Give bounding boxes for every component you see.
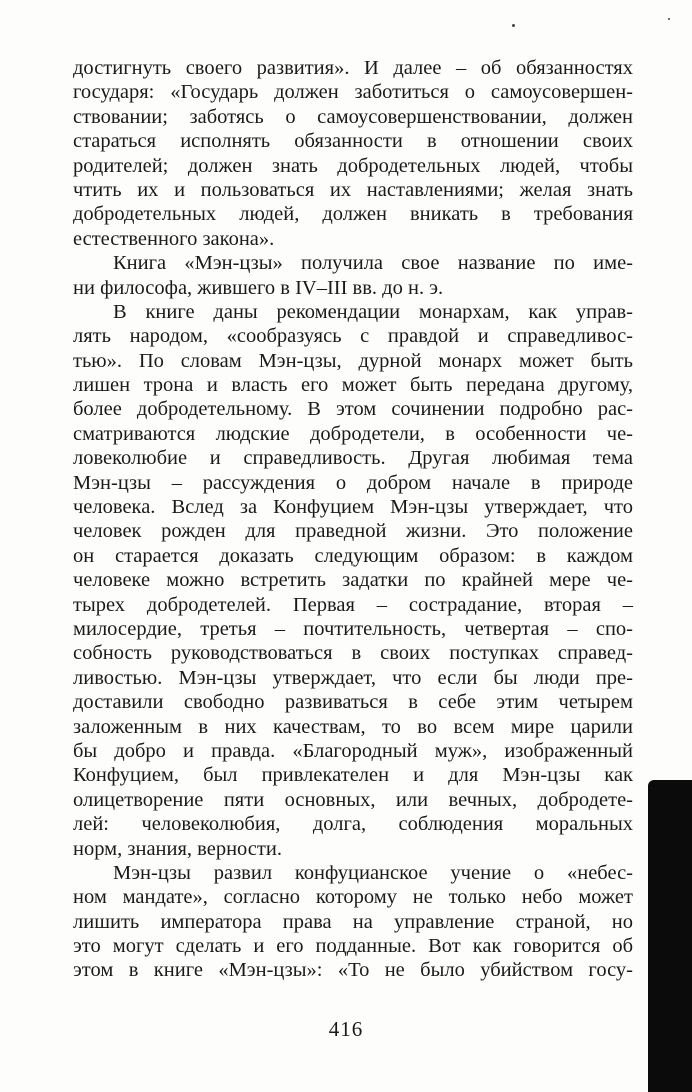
paragraph-4 xyxy=(73,861,633,983)
text-line: ни философа, жившего в IV–III вв. до н. э. xyxy=(73,276,444,299)
text-line: лей: человеколюбия, долга, соблюдения моральных xyxy=(73,813,633,836)
text-line: собность руководствоваться в своих поступках справед- xyxy=(73,642,633,665)
text-line: естественного закона». xyxy=(73,227,275,250)
text-line: государя: «Государь должен заботиться о самоусовершен- xyxy=(73,81,633,104)
text-line: бы добро и правда. «Благородный муж», изображенный xyxy=(73,739,633,762)
page-body xyxy=(73,56,633,983)
text-line: родителей; должен знать добродетельных людей, чтобы xyxy=(73,154,633,177)
text-line: это могут сделать и его подданные. Вот как говорится об xyxy=(73,935,633,958)
text-line: человека. Вслед за Конфуцием Мэн-цзы утверждает, что xyxy=(73,496,633,519)
text-line: лять народом, «сообразуясь с правдой и справедливос- xyxy=(73,325,633,348)
text-line: лишен трона и власть его может быть передана другому, xyxy=(73,374,633,397)
text-line: ствовании; заботясь о самоусовершенствовании, должен xyxy=(73,105,633,128)
text-line: этом в книге «Мэн-цзы»: «То не было убийством госу- xyxy=(73,959,633,982)
text-line: сматриваются людские добродетели, в особенности че- xyxy=(73,422,633,445)
paragraph-1 xyxy=(73,56,633,251)
scan-speck xyxy=(512,24,515,27)
paragraph-2 xyxy=(73,251,633,300)
text-line: ловеколюбие и справедливость. Другая любимая тема xyxy=(73,447,633,470)
scan-edge-shadow xyxy=(648,780,692,1092)
text-line: стараться исполнять обязанности в отношении своих xyxy=(73,130,633,153)
text-line: Конфуцием, был привлекателен и для Мэн-цзы как xyxy=(73,764,633,787)
text-line: Мэн-цзы – рассуждения о добром начале в природе xyxy=(73,471,633,494)
text-line: Мэн-цзы развил конфуцианское учение о «небес- xyxy=(113,861,633,884)
text-line: олицетворение пяти основных, или вечных, добродете- xyxy=(73,788,633,811)
text-line: он старается доказать следующим образом: в каждом xyxy=(73,544,633,567)
text-line: ливостью. Мэн-цзы утверждает, что если бы люди пре- xyxy=(73,666,633,689)
text-line: тырех добродетелей. Первая – сострадание, вторая – xyxy=(73,593,633,616)
text-line: заложенным в них качествам, то во всем мире царили xyxy=(73,715,633,738)
text-line: Книга «Мэн-цзы» получила свое название по име- xyxy=(113,252,633,275)
text-line: лишить императора права на управление страной, но xyxy=(73,910,633,933)
text-line: милосердие, третья – почтительность, четвертая – спо- xyxy=(73,617,633,640)
text-line: доставили свободно развиваться в себе этим четырем xyxy=(73,691,633,714)
text-line: В книге даны рекомендации монархам, как управ- xyxy=(113,300,633,323)
text-line: добродетельных людей, должен вникать в требования xyxy=(73,203,633,226)
text-line: более добродетельному. В этом сочинении подробно рас- xyxy=(73,398,633,421)
paragraph-3 xyxy=(73,300,633,861)
text-line: чтить их и пользоваться их наставлениями; желая знать xyxy=(73,178,633,201)
page-number: 416 xyxy=(328,1017,364,1041)
scan-speck xyxy=(668,18,670,20)
text-line: тью». По словам Мэн-цзы, дурной монарх может быть xyxy=(73,349,633,372)
text-line: человек рожден для праведной жизни. Это положение xyxy=(73,520,633,543)
text-line: человеке можно встретить задатки по крайней мере че- xyxy=(73,569,633,592)
text-line: норм, знания, верности. xyxy=(73,837,282,860)
text-line: ном мандате», согласно которому не только небо может xyxy=(73,886,633,909)
text-line: достигнуть своего развития». И далее – об обязанностях xyxy=(73,57,633,79)
